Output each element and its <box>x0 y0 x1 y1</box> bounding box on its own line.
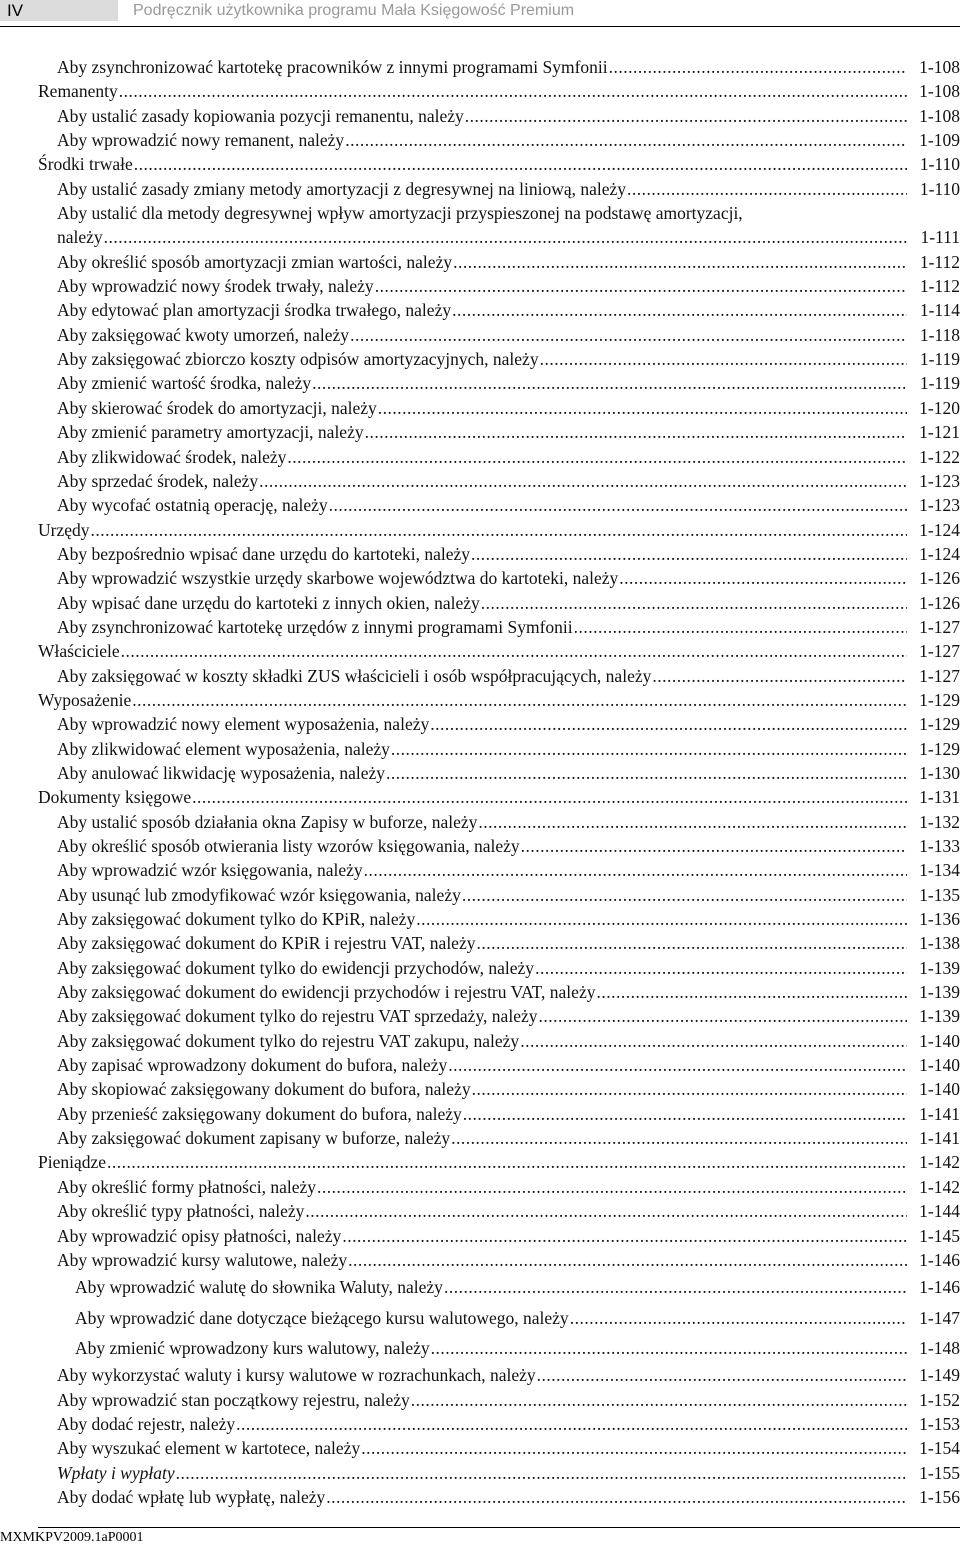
toc-entry[interactable] <box>57 1412 960 1436</box>
toc-entry-page: 1-114 <box>919 300 960 321</box>
toc-entry[interactable] <box>57 737 960 761</box>
toc-entry[interactable] <box>57 931 960 955</box>
toc-entry-label: Aby zaksięgować dokument do KPiR i rejestru VAT, należy <box>57 933 476 954</box>
dot-leader <box>386 761 907 785</box>
toc-entry-label: Aby wprowadzić walutę do słownika Waluty, należy <box>75 1277 443 1298</box>
toc-entry-page: 1-108 <box>919 105 960 126</box>
dot-leader <box>107 1150 907 1174</box>
toc-entry-page: 1-118 <box>919 324 960 345</box>
toc-entry-label: Aby zsynchronizować kartotekę pracowników z innymi programami Symfonii <box>57 57 608 77</box>
dot-leader <box>391 737 907 761</box>
toc-entry-page: 1-140 <box>919 1079 960 1100</box>
toc-entry-label: Aby skierować środek do amortyzacji, należy <box>57 397 377 418</box>
toc-entry-label: Aby zaksięgować w koszty składki ZUS właścicieli i osób współpracujących, należy <box>57 665 652 686</box>
toc-entry-page: 1-110 <box>919 178 960 199</box>
toc-entry-label: Aby wycofać ostatnią operację, należy <box>57 495 328 516</box>
toc-entry[interactable] <box>57 493 960 517</box>
toc-entry-label: Aby zmienić wprowadzony kurs walutowy, należy <box>75 1337 430 1358</box>
toc-entry[interactable] <box>57 858 960 882</box>
dot-leader <box>361 1436 907 1460</box>
dot-leader <box>609 55 907 79</box>
toc-entry-page: 1-155 <box>919 1462 960 1483</box>
toc-entry[interactable] <box>57 1436 960 1460</box>
dot-leader <box>375 274 907 298</box>
dot-leader <box>342 1224 907 1248</box>
dot-leader <box>348 1248 907 1272</box>
toc-entry-continuation <box>57 225 960 249</box>
toc-entry-page: 1-144 <box>919 1201 960 1222</box>
toc-entry-label: Aby usunąć lub zmodyfikować wzór księgowania, należy <box>57 884 461 905</box>
toc-entry[interactable] <box>57 591 960 615</box>
toc-entry-page: 1-127 <box>919 665 960 686</box>
toc-entry[interactable] <box>57 128 960 152</box>
toc-entry-page: 1-140 <box>919 1055 960 1076</box>
toc-entry-label: Aby anulować likwidację wyposażenia, należy <box>57 762 385 783</box>
toc-entry-label: Aby skopiować zaksięgowany dokument do bufora, należy <box>57 1079 471 1100</box>
toc-entry[interactable] <box>57 250 960 274</box>
toc-entry-label: Aby wprowadzić opisy płatności, należy <box>57 1225 342 1246</box>
dot-leader <box>652 664 907 688</box>
toc-entry[interactable] <box>38 79 960 103</box>
toc-entry-page: 1-127 <box>919 616 960 637</box>
dot-leader <box>451 1126 907 1150</box>
toc-entry[interactable] <box>38 785 960 809</box>
toc-entry[interactable] <box>57 371 960 395</box>
toc-entry-label: Aby zaksięgować dokument zapisany w buforze, należy <box>57 1128 451 1149</box>
toc-entry[interactable] <box>57 1199 960 1223</box>
toc-entry[interactable] <box>57 1224 960 1248</box>
toc-entry-label: Aby określić sposób amortyzacji zmian wartości, należy <box>57 251 453 272</box>
toc-entry-label: Aby wprowadzić kursy walutowe, należy <box>57 1249 348 1270</box>
toc-entry-label: należy <box>57 227 103 248</box>
toc-entry-label: Dokumenty księgowe <box>38 787 192 808</box>
toc-entry-label: Aby wprowadzić stan początkowy rejestru, należy <box>57 1389 410 1410</box>
toc-entry-label: Aby ustalić sposób działania okna Zapisy w buforze, należy <box>57 811 478 832</box>
toc-entry[interactable] <box>57 1485 960 1509</box>
toc-entry-page: 1-142 <box>919 1176 960 1197</box>
toc-entry-label: Aby przenieść zaksięgowany dokument do bufora, należy <box>57 1103 462 1124</box>
toc-entry-label: Urzędy <box>38 519 90 540</box>
toc-entry-label: Aby dodać rejestr, należy <box>57 1414 236 1435</box>
page-header <box>0 0 960 21</box>
toc-entry-label: Aby zaksięgować dokument tylko do ewidencji przychodów, należy <box>57 957 535 978</box>
running-header-title: Podręcznik użytkownika programu Mała Księgowość Premium <box>133 2 575 19</box>
dot-leader <box>478 810 907 834</box>
toc-entry-label: Aby zaksięgować dokument do ewidencji przychodów i rejestru VAT, należy <box>57 982 596 1003</box>
dot-leader <box>104 225 907 249</box>
toc-entry-label: Aby ustalić dla metody degresywnej wpływ amortyzacji przyspieszonej na podstawę amortyzacji, <box>57 203 743 224</box>
toc-entry-page: 1-129 <box>919 738 960 759</box>
toc-entry-label: Aby bezpośrednio wpisać dane urzędu do kartoteki, należy <box>57 543 471 564</box>
toc-entry[interactable] <box>57 1248 960 1272</box>
toc-entry-label: Środki trwałe <box>38 154 133 175</box>
toc-entry-page: 1-127 <box>919 641 960 662</box>
toc-entry-label: Aby wyszukać element w kartotece, należy <box>57 1438 361 1459</box>
toc-entry-label: Aby wykorzystać waluty i kursy walutowe w rozrachunkach, należy <box>57 1365 536 1386</box>
toc-entry[interactable] <box>57 469 960 493</box>
toc-entry-page: 1-140 <box>919 1030 960 1051</box>
toc-entry-label: Aby zaksięgować kwoty umorzeń, należy <box>57 324 350 345</box>
toc-entry[interactable] <box>57 1363 960 1387</box>
table-of-contents <box>0 55 960 1509</box>
dot-leader <box>430 712 907 736</box>
dot-leader <box>472 1077 907 1101</box>
dot-leader <box>132 688 907 712</box>
dot-leader <box>378 396 907 420</box>
dot-leader <box>236 1412 907 1436</box>
dot-leader <box>537 1363 907 1387</box>
toc-entry[interactable] <box>57 712 960 736</box>
toc-entry-label: Remanenty <box>38 81 118 102</box>
dot-leader <box>448 1053 907 1077</box>
dot-leader <box>465 104 907 128</box>
toc-entry[interactable] <box>57 566 960 590</box>
toc-entry[interactable] <box>57 1175 960 1199</box>
toc-entry-label: Aby zsynchronizować kartotekę urzędów z innymi programami Symfonii <box>57 616 573 637</box>
page-number: IV <box>0 0 118 21</box>
toc-entry[interactable] <box>38 518 960 542</box>
toc-entry-page: 1-122 <box>919 446 960 467</box>
dot-leader <box>471 542 907 566</box>
toc-entry-page: 1-108 <box>919 57 960 77</box>
toc-entry[interactable] <box>57 1388 960 1412</box>
toc-entry-page: 1-108 <box>919 81 960 102</box>
dot-leader <box>119 79 907 103</box>
toc-entry-label: Aby wprowadzić wszystkie urzędy skarbowe województwa do kartoteki, należy <box>57 568 619 589</box>
toc-entry[interactable] <box>57 761 960 785</box>
toc-entry[interactable] <box>57 1077 960 1101</box>
dot-leader <box>444 1272 907 1302</box>
toc-entry-page: 1-129 <box>919 714 960 735</box>
toc-entry-page: 1-135 <box>919 884 960 905</box>
toc-entry-label: Aby wprowadzić dane dotyczące bieżącego kursu walutowego, należy <box>75 1307 569 1328</box>
dot-leader <box>574 615 907 639</box>
toc-entry[interactable] <box>57 396 960 420</box>
toc-entry-label: Aby wpisać dane urzędu do kartoteki z innych okien, należy <box>57 592 480 613</box>
dot-leader <box>121 639 907 663</box>
toc-entry[interactable] <box>57 177 960 201</box>
dot-leader <box>326 1485 907 1509</box>
toc-entry[interactable] <box>57 347 960 371</box>
toc-entry-label: Aby dodać wpłatę lub wypłatę, należy <box>57 1487 326 1508</box>
toc-entry-page: 1-126 <box>919 568 960 589</box>
dot-leader <box>411 1388 907 1412</box>
toc-entry[interactable] <box>57 1126 960 1150</box>
toc-entry-page: 1-131 <box>919 787 960 808</box>
toc-entry[interactable] <box>57 542 960 566</box>
dot-leader <box>176 1461 907 1485</box>
toc-entry-page: 1-141 <box>919 1128 960 1149</box>
toc-entry[interactable] <box>57 956 960 980</box>
toc-entry[interactable] <box>38 152 960 176</box>
dot-leader <box>365 420 907 444</box>
dot-leader <box>481 591 907 615</box>
dot-leader <box>350 323 907 347</box>
dot-leader <box>345 128 907 152</box>
toc-entry[interactable] <box>57 298 960 322</box>
toc-entry-label: Aby zaksięgować dokument tylko do rejestru VAT sprzedaży, należy <box>57 1006 538 1027</box>
toc-entry[interactable] <box>57 1461 960 1485</box>
toc-entry-page: 1-129 <box>919 689 960 710</box>
toc-entry-label: Aby wprowadzić nowy element wyposażenia, należy <box>57 714 430 735</box>
toc-entry-page: 1-119 <box>919 349 960 370</box>
toc-entry-label: Aby zaksięgować dokument tylko do KPiR, należy <box>57 909 416 930</box>
document-code: MXMKPV2009.1aP0001 <box>0 1530 144 1545</box>
footer-rule <box>38 1527 960 1528</box>
toc-entry[interactable] <box>38 688 960 712</box>
toc-entry-page: 1-152 <box>919 1389 960 1410</box>
toc-entry-page: 1-119 <box>919 373 960 394</box>
toc-entry[interactable] <box>57 615 960 639</box>
dot-leader <box>416 907 907 931</box>
toc-entry-label: Aby określić typy płatności, należy <box>57 1201 305 1222</box>
dot-leader <box>452 298 907 322</box>
toc-entry-page: 1-126 <box>919 592 960 613</box>
dot-leader <box>463 1102 907 1126</box>
toc-entry-label: Aby zmienić parametry amortyzacji, należy <box>57 422 364 443</box>
dot-leader <box>596 980 907 1004</box>
dot-leader <box>431 1333 907 1363</box>
toc-entry-page: 1-112 <box>919 276 960 297</box>
toc-entry-label: Aby zaksięgować dokument tylko do rejestru VAT zakupu, należy <box>57 1030 520 1051</box>
toc-entry-page: 1-148 <box>919 1337 960 1358</box>
toc-entry[interactable] <box>57 1053 960 1077</box>
header-rule <box>0 26 960 27</box>
toc-entry-page: 1-123 <box>919 495 960 516</box>
toc-entry[interactable] <box>57 810 960 834</box>
toc-entry-label: Aby wprowadzić nowy środek trwały, należy <box>57 276 374 297</box>
toc-entry-page: 1-145 <box>919 1225 960 1246</box>
toc-entry-page: 1-124 <box>919 519 960 540</box>
toc-entry[interactable] <box>57 323 960 347</box>
toc-entry[interactable] <box>57 664 960 688</box>
toc-entry-label: Aby sprzedać środek, należy <box>57 470 259 491</box>
toc-entry-page: 1-130 <box>919 762 960 783</box>
dot-leader <box>134 152 907 176</box>
toc-entry-page: 1-146 <box>919 1277 960 1298</box>
toc-entry-page: 1-133 <box>919 836 960 856</box>
toc-entry[interactable] <box>75 1272 960 1302</box>
toc-entry-page: 1-146 <box>919 1249 960 1270</box>
toc-entry[interactable] <box>57 980 960 1004</box>
toc-entry[interactable] <box>57 834 960 858</box>
toc-entry-page: 1-123 <box>919 470 960 491</box>
toc-entry[interactable] <box>57 883 960 907</box>
toc-entry-page: 1-149 <box>919 1365 960 1386</box>
dot-leader <box>317 1175 907 1199</box>
dot-leader <box>287 445 907 469</box>
toc-entry-label: Aby wprowadzić wzór księgowania, należy <box>57 860 363 881</box>
toc-entry-label: Aby wprowadzić nowy remanent, należy <box>57 130 345 151</box>
toc-entry-label: Aby zlikwidować element wyposażenia, należy <box>57 738 390 759</box>
toc-entry[interactable] <box>75 1303 960 1333</box>
toc-entry-page: 1-136 <box>919 909 960 930</box>
dot-leader <box>570 1303 907 1333</box>
toc-entry-page: 1-139 <box>919 1006 960 1027</box>
toc-entry[interactable] <box>38 1150 960 1174</box>
toc-entry-label: Wyposażenie <box>38 689 132 710</box>
dot-leader <box>520 1029 907 1053</box>
toc-entry-page: 1-139 <box>919 982 960 1003</box>
toc-entry[interactable] <box>57 201 960 250</box>
toc-entry-page: 1-112 <box>919 251 960 272</box>
toc-entry-label: Aby zapisać wprowadzony dokument do bufora, należy <box>57 1055 448 1076</box>
toc-entry-label: Aby zaksięgować zbiorczo koszty odpisów amortyzacyjnych, należy <box>57 349 539 370</box>
toc-entry-label: Pieniądze <box>38 1152 107 1173</box>
dot-leader <box>521 834 907 858</box>
toc-entry-page: 1-139 <box>919 957 960 978</box>
toc-entry-page: 1-134 <box>919 860 960 881</box>
toc-entry[interactable] <box>57 274 960 298</box>
toc-entry-label: Aby określić sposób otwierania listy wzorów księgowania, należy <box>57 836 520 856</box>
toc-entry[interactable] <box>57 55 960 79</box>
dot-leader <box>453 250 907 274</box>
toc-entry-page: 1-138 <box>919 933 960 954</box>
toc-entry-page: 1-153 <box>919 1414 960 1435</box>
toc-entry[interactable] <box>57 1102 960 1126</box>
toc-entry-page: 1-111 <box>920 227 960 248</box>
dot-leader <box>305 1199 907 1223</box>
toc-entry-label: Aby ustalić zasady zmiany metody amortyzacji z degresywnej na liniową, należy <box>57 178 627 199</box>
dot-leader <box>192 785 907 809</box>
toc-entry[interactable] <box>57 104 960 128</box>
dot-leader <box>535 956 907 980</box>
toc-entry[interactable] <box>57 445 960 469</box>
toc-entry[interactable] <box>57 420 960 444</box>
toc-entry-label: Aby zlikwidować środek, należy <box>57 446 287 467</box>
toc-entry-label: Aby edytować plan amortyzacji środka trwałego, należy <box>57 300 452 321</box>
toc-entry[interactable] <box>75 1333 960 1363</box>
toc-entry[interactable] <box>57 907 960 931</box>
toc-entry-page: 1-132 <box>919 811 960 832</box>
toc-entry-page: 1-124 <box>919 543 960 564</box>
toc-entry-label: Aby ustalić zasady kopiowania pozycji remanentu, należy <box>57 105 464 126</box>
dot-leader <box>540 347 907 371</box>
dot-leader <box>627 177 907 201</box>
toc-entry[interactable] <box>57 1029 960 1053</box>
toc-entry-page: 1-142 <box>919 1152 960 1173</box>
dot-leader <box>91 518 907 542</box>
dot-leader <box>462 883 907 907</box>
toc-entry-page: 1-154 <box>919 1438 960 1459</box>
dot-leader <box>329 493 907 517</box>
toc-entry-label: Właściciele <box>38 641 120 662</box>
toc-entry-label: Aby zmienić wartość środka, należy <box>57 373 312 394</box>
dot-leader <box>619 566 907 590</box>
toc-entry-label: Wpłaty i wypłaty <box>57 1462 175 1483</box>
toc-entry-page: 1-156 <box>919 1487 960 1508</box>
toc-entry-page: 1-147 <box>919 1307 960 1328</box>
toc-entry-page: 1-110 <box>919 154 960 175</box>
dot-leader <box>538 1004 907 1028</box>
toc-entry-label: Aby określić formy płatności, należy <box>57 1176 317 1197</box>
dot-leader <box>476 931 907 955</box>
toc-entry-page: 1-120 <box>919 397 960 418</box>
dot-leader <box>364 858 907 882</box>
toc-entry-page: 1-109 <box>919 130 960 151</box>
dot-leader <box>312 371 907 395</box>
dot-leader <box>259 469 907 493</box>
toc-entry[interactable] <box>38 639 960 663</box>
toc-entry[interactable] <box>57 1004 960 1028</box>
toc-entry-page: 1-141 <box>919 1103 960 1124</box>
toc-entry-page: 1-121 <box>919 422 960 443</box>
